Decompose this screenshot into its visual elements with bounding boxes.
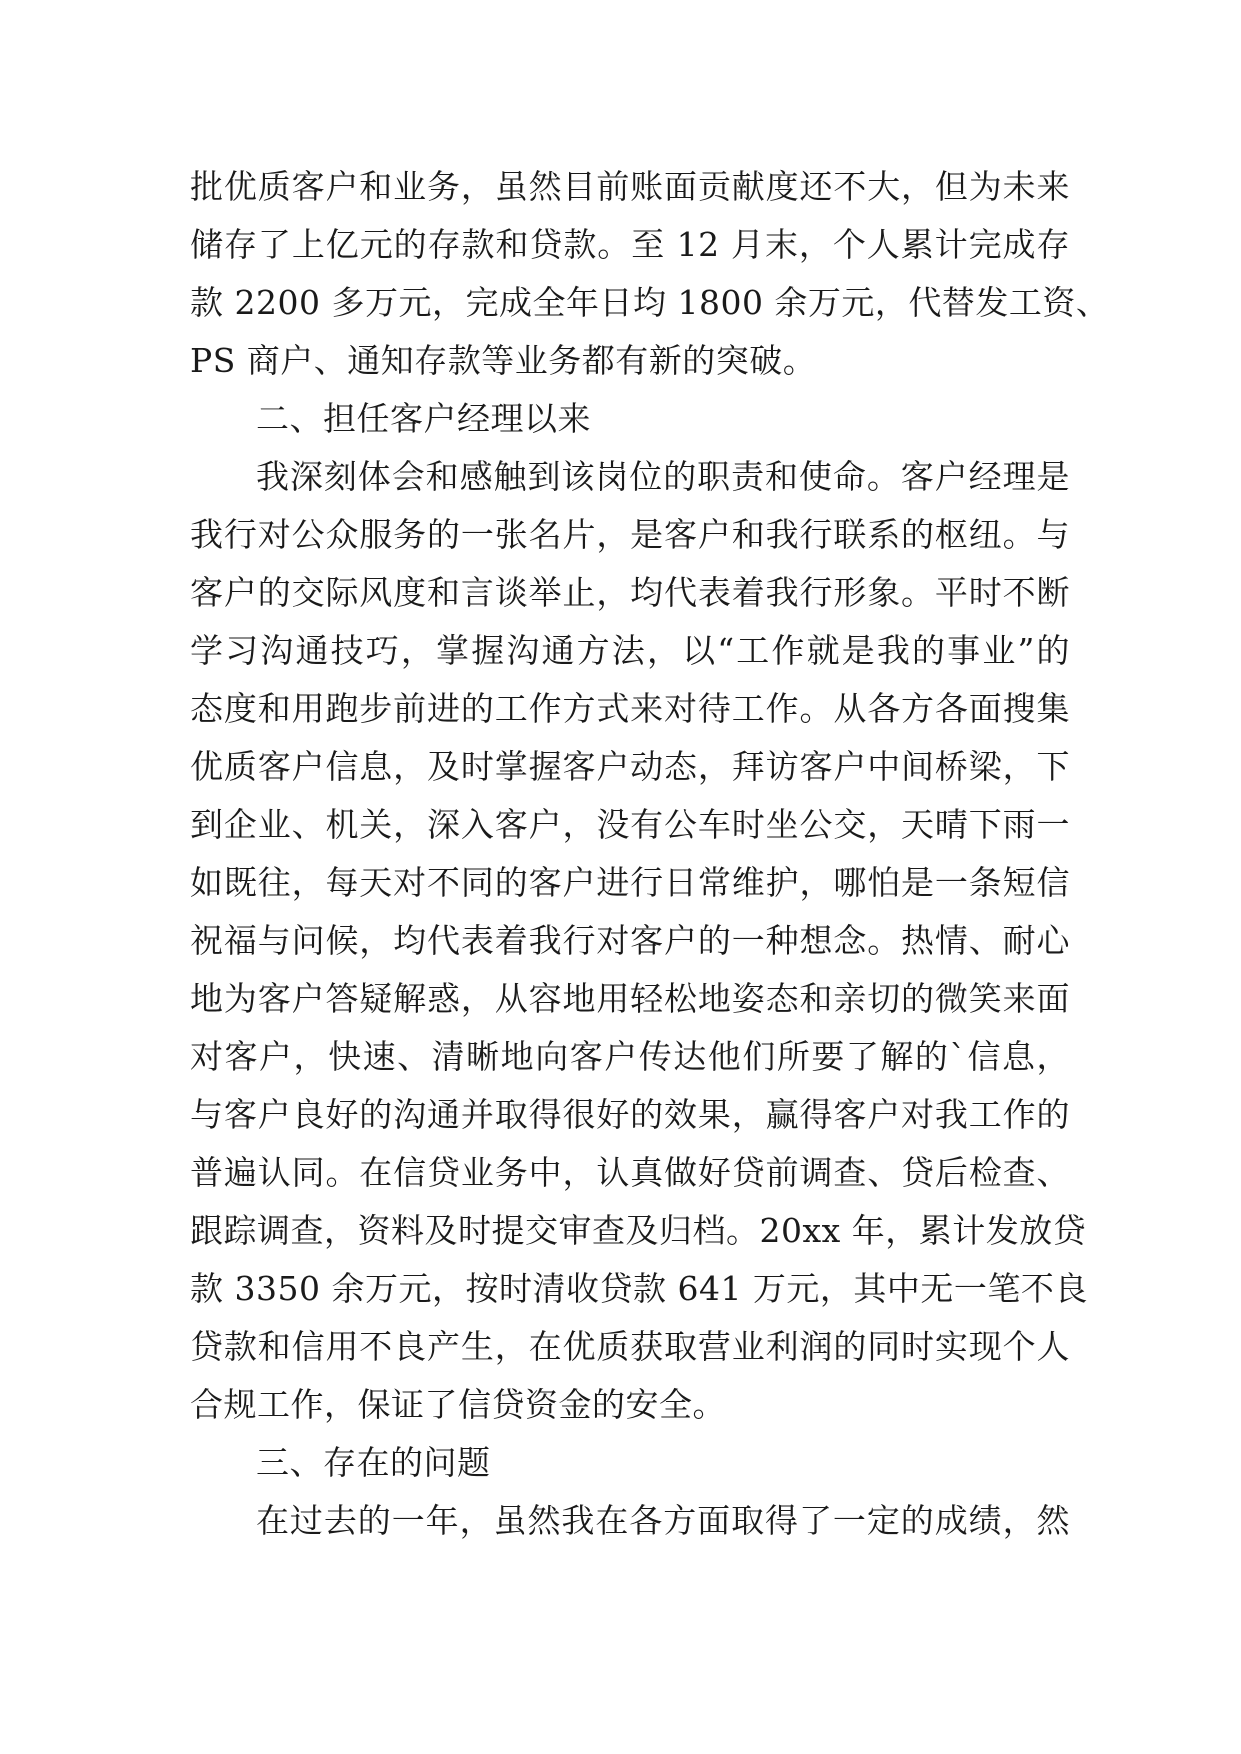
text-line: 普遍认同。在信贷业务中，认真做好贷前调查、贷后检查、 — [190, 1153, 1070, 1192]
text-line: 我行对公众服务的一张名片，是客户和我行联系的枢纽。与 — [190, 515, 1070, 554]
text-line: 客户的交际风度和言谈举止，均代表着我行形象。平时不断 — [190, 573, 1070, 612]
text-line: PS 商户、通知存款等业务都有新的突破。 — [190, 341, 817, 380]
text-line: 与客户良好的沟通并取得很好的效果，赢得客户对我工作的 — [190, 1095, 1070, 1134]
body-text — [190, 158, 1110, 1550]
text-line: 跟踪调查，资料及时提交审查及归档。20xx 年，累计发放贷 — [190, 1211, 1087, 1250]
text-line: 批优质客户和业务，虽然目前账面贡献度还不大，但为未来 — [190, 167, 1070, 206]
text-line: 到企业、机关，深入客户，没有公车时坐公交，天晴下雨一 — [190, 805, 1070, 844]
text-line: 如既往，每天对不同的客户进行日常维护，哪怕是一条短信 — [190, 863, 1070, 902]
text-line: 三、存在的问题 — [256, 1443, 491, 1482]
text-line: 款 2200 多万元，完成全年日均 1800 余万元，代替发工资、 — [190, 283, 1110, 322]
text-line: 我深刻体会和感触到该岗位的职责和使命。客户经理是 — [256, 457, 1070, 496]
text-line: 对客户，快速、清晰地向客户传达他们所要了解的`信息， — [190, 1037, 1070, 1076]
text-line: 在过去的一年，虽然我在各方面取得了一定的成绩，然 — [256, 1501, 1070, 1540]
text-line: 贷款和信用不良产生，在优质获取营业利润的同时实现个人 — [190, 1327, 1070, 1366]
text-line: 合规工作，保证了信贷资金的安全。 — [190, 1385, 726, 1424]
text-line: 地为客户答疑解惑，从容地用轻松地姿态和亲切的微笑来面 — [190, 979, 1070, 1018]
text-line: 二、担任客户经理以来 — [256, 399, 591, 438]
text-line: 祝福与问候，均代表着我行对客户的一种想念。热情、耐心 — [190, 921, 1070, 960]
text-line: 优质客户信息，及时掌握客户动态，拜访客户中间桥梁，下 — [190, 747, 1070, 786]
text-line: 态度和用跑步前进的工作方式来对待工作。从各方各面搜集 — [190, 689, 1070, 728]
text-line: 储存了上亿元的存款和贷款。至 12 月末，个人累计完成存 — [190, 225, 1070, 264]
text-line: 款 3350 余万元，按时清收贷款 641 万元，其中无一笔不良 — [190, 1269, 1088, 1308]
text-line: 学习沟通技巧，掌握沟通方法，以“工作就是我的事业”的 — [190, 631, 1070, 670]
